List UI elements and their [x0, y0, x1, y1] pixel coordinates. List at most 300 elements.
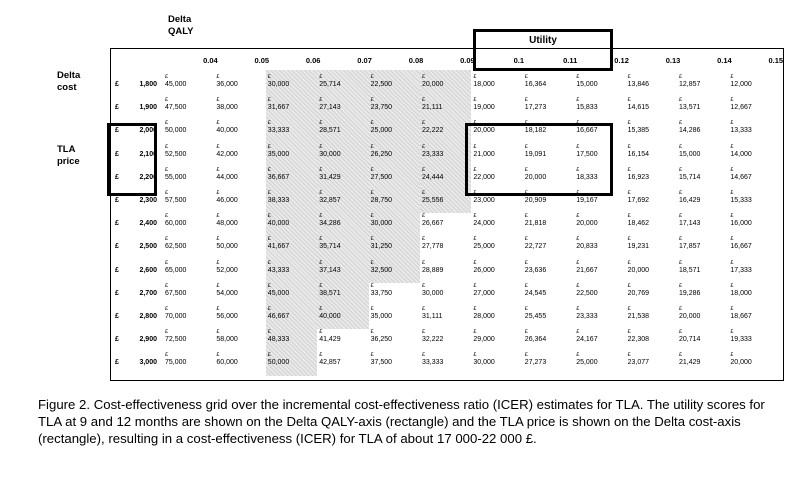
- icer-cell: [216, 260, 237, 275]
- cell-value: 26,000: [473, 266, 495, 274]
- cell-value: 24,167: [576, 336, 598, 344]
- row-currency: £: [115, 220, 119, 228]
- cell-currency: £: [524, 120, 528, 127]
- cell-value: 33,333: [422, 359, 444, 367]
- cell-value: 36,000: [216, 81, 238, 88]
- cell-value: 37,500: [370, 359, 393, 367]
- cell-currency: £: [370, 143, 374, 150]
- cell-value: 35,000: [370, 313, 393, 320]
- cell-value: 40,000: [216, 127, 238, 135]
- cell-value: 20,909: [524, 197, 547, 204]
- column-header: 0.15: [768, 56, 784, 65]
- cell-currency: £: [370, 166, 374, 173]
- icer-cell: [371, 120, 392, 135]
- cell-currency: £: [730, 259, 734, 266]
- cell-value: 16,154: [627, 150, 650, 158]
- cell-value: 47,500: [165, 104, 187, 112]
- cell-value: 31,667: [267, 104, 290, 112]
- cell-currency: £: [730, 352, 734, 359]
- cell-value: 25,000: [473, 243, 495, 251]
- cell-value: 31,111: [422, 313, 443, 320]
- cell-value: 13,333: [730, 127, 752, 135]
- cell-currency: £: [267, 166, 271, 173]
- cell-value: 13,846: [627, 81, 650, 88]
- cell-currency: £: [319, 306, 323, 312]
- cell-value: 40,000: [267, 220, 290, 228]
- cell-currency: £: [267, 329, 271, 336]
- cell-value: 30,000: [267, 81, 290, 88]
- delta-qaly-label: [168, 14, 194, 38]
- row-cost: 2,000: [139, 127, 157, 135]
- icer-cell: [576, 306, 597, 321]
- icer-cell: [525, 329, 546, 344]
- cell-currency: £: [576, 213, 580, 220]
- icer-cell: [628, 74, 649, 89]
- cell-value: 38,571: [319, 289, 341, 297]
- cell-value: 30,000: [319, 150, 341, 158]
- cell-currency: £: [267, 120, 271, 127]
- cell-value: 31,429: [319, 173, 341, 181]
- icer-cell: [165, 167, 186, 182]
- cell-currency: £: [216, 190, 220, 196]
- row-cost: 2,200: [139, 173, 157, 181]
- cell-currency: £: [422, 259, 426, 266]
- cell-value: 17,143: [679, 220, 701, 228]
- cell-currency: £: [370, 282, 374, 289]
- icer-cell: [371, 213, 392, 228]
- cell-value: 18,182: [524, 127, 547, 135]
- cell-value: 21,667: [576, 266, 598, 274]
- cell-value: 42,000: [216, 150, 238, 158]
- cell-currency: £: [730, 143, 734, 150]
- cell-currency: £: [165, 282, 169, 289]
- cell-value: 23,750: [370, 104, 393, 112]
- cell-currency: £: [216, 166, 220, 173]
- icer-cell: [216, 190, 237, 205]
- icer-cell: [730, 352, 751, 367]
- cell-currency: £: [679, 306, 683, 312]
- icer-cell: [473, 236, 494, 251]
- icer-cell: [628, 329, 649, 344]
- cell-value: 28,571: [319, 127, 341, 135]
- cell-value: 72,500: [165, 336, 187, 344]
- cell-value: 21,111: [422, 104, 443, 112]
- icer-cell: [730, 120, 751, 135]
- icer-cell: [473, 97, 494, 112]
- icer-cell: [216, 352, 237, 367]
- cell-value: 36,250: [370, 336, 393, 344]
- cell-value: 58,000: [216, 336, 238, 344]
- cell-currency: £: [267, 190, 271, 196]
- icer-cell: [422, 352, 443, 367]
- cell-currency: £: [730, 166, 734, 173]
- icer-cell: [525, 306, 546, 321]
- cell-currency: £: [524, 329, 528, 336]
- icer-cell: [319, 306, 340, 321]
- cell-currency: £: [524, 259, 528, 266]
- cell-value: 21,818: [524, 220, 547, 228]
- cell-currency: £: [627, 213, 631, 220]
- icer-cell: [422, 120, 443, 135]
- row-cost: 2,600: [139, 266, 157, 274]
- cell-value: 24,000: [473, 220, 495, 228]
- cell-currency: £: [165, 120, 169, 127]
- cell-currency: £: [576, 236, 580, 243]
- cell-value: 16,667: [730, 243, 752, 251]
- icer-cell: [422, 144, 443, 159]
- row-cost: 2,300: [139, 197, 157, 204]
- icer-cell: [730, 190, 751, 205]
- cell-value: 75,000: [165, 359, 187, 367]
- cell-currency: £: [730, 97, 734, 104]
- row-cost: 1,800: [139, 81, 157, 88]
- cell-value: 16,429: [679, 197, 701, 204]
- icer-cell: [268, 306, 289, 321]
- cell-currency: £: [524, 236, 528, 243]
- figure-caption: Figure 2. Cost-effectiveness grid over the incremental cost-effectiveness ratio (ICER) estimates for TLA. The utility scores for TLA at 9 and 12 months are shown on the Delta QALY-axis (rectangle) and the TLA price is shown on the Delta cost-axis (rectangle), resulting in a cost-effectiveness (ICER) for TLA of about 17 000-22 000 £.: [38, 397, 765, 446]
- cell-currency: £: [473, 306, 477, 312]
- cell-value: 23,333: [422, 150, 444, 158]
- icer-cell: [473, 260, 494, 275]
- icer-cell: [216, 306, 237, 321]
- icer-cell: [679, 120, 700, 135]
- icer-cell: [319, 352, 340, 367]
- icer-cell: [268, 260, 289, 275]
- icer-cell: [216, 120, 237, 135]
- icer-cell: [165, 236, 186, 251]
- cell-currency: £: [627, 282, 631, 289]
- column-header: 0.05: [254, 56, 270, 65]
- cell-value: 30,000: [370, 220, 393, 228]
- icer-cell: [576, 260, 597, 275]
- cell-currency: £: [319, 97, 323, 104]
- icer-cell: [576, 283, 597, 298]
- row-currency: £: [115, 313, 119, 320]
- cell-currency: £: [679, 259, 683, 266]
- cell-currency: £: [679, 97, 683, 104]
- cell-value: 43,333: [267, 266, 290, 274]
- cell-currency: £: [576, 166, 580, 173]
- icer-cell: [165, 352, 186, 367]
- cell-value: 55,000: [165, 173, 187, 181]
- column-header: 0.11: [563, 56, 578, 65]
- cell-currency: £: [473, 352, 477, 359]
- cell-value: 15,714: [679, 173, 701, 181]
- column-header: 0.1: [513, 56, 525, 65]
- icer-cell: [628, 283, 649, 298]
- cell-currency: £: [627, 166, 631, 173]
- cell-value: 26,250: [370, 150, 393, 158]
- cell-currency: £: [370, 259, 374, 266]
- icer-cell: [165, 329, 186, 344]
- cell-currency: £: [165, 236, 169, 243]
- icer-cell: [165, 260, 186, 275]
- icer-cell: [473, 306, 494, 321]
- icer-cell: [525, 352, 546, 367]
- utility-rectangle: [473, 29, 613, 71]
- cell-currency: £: [422, 97, 426, 104]
- icer-cell: [268, 190, 289, 205]
- icer-cell: [216, 97, 237, 112]
- icer-cell: [679, 236, 700, 251]
- cell-currency: £: [319, 143, 323, 150]
- icer-cell: [319, 236, 340, 251]
- cell-value: 20,000: [679, 313, 701, 320]
- cell-currency: £: [473, 213, 477, 220]
- cell-value: 41,667: [267, 243, 290, 251]
- icer-cell: [319, 144, 340, 159]
- cell-value: 22,222: [422, 127, 444, 135]
- cell-value: 34,286: [319, 220, 341, 228]
- cell-currency: £: [524, 352, 528, 359]
- cell-value: 38,000: [216, 104, 238, 112]
- cell-value: 15,000: [679, 150, 701, 158]
- cell-currency: £: [165, 352, 169, 359]
- cell-currency: £: [679, 282, 683, 289]
- cell-currency: £: [730, 282, 734, 289]
- cell-value: 50,000: [216, 243, 238, 251]
- icer-cell: [371, 144, 392, 159]
- row-cost: 2,700: [139, 289, 157, 297]
- cell-currency: £: [370, 236, 374, 243]
- icer-cell: [165, 97, 186, 112]
- icer-cell: [319, 329, 340, 344]
- cell-currency: £: [473, 259, 477, 266]
- cell-currency: £: [319, 352, 323, 359]
- cell-value: 54,000: [216, 289, 238, 297]
- cell-currency: £: [267, 236, 271, 243]
- row-cost: 2,500: [139, 243, 157, 251]
- cell-value: 32,500: [370, 266, 393, 274]
- icer-cell: [422, 190, 443, 205]
- cell-value: 14,615: [627, 104, 650, 112]
- icer-cell: [628, 213, 649, 228]
- cell-value: 25,000: [370, 127, 393, 135]
- cell-value: 20,000: [627, 266, 650, 274]
- cell-currency: £: [165, 143, 169, 150]
- icer-cell: [319, 74, 340, 89]
- icer-cell: [268, 144, 289, 159]
- cell-currency: £: [524, 213, 528, 220]
- cell-currency: £: [165, 306, 169, 312]
- cell-currency: £: [627, 329, 631, 336]
- icer-cell: [628, 306, 649, 321]
- cell-value: 17,500: [576, 150, 598, 158]
- cell-currency: £: [473, 166, 477, 173]
- cell-currency: £: [576, 74, 580, 80]
- cell-currency: £: [576, 259, 580, 266]
- icer-cell: [525, 260, 546, 275]
- cell-currency: £: [473, 74, 477, 80]
- cell-value: 48,000: [216, 220, 238, 228]
- cell-value: 26,667: [422, 220, 444, 228]
- icer-cell: [268, 352, 289, 367]
- cell-value: 20,000: [473, 127, 495, 135]
- tla-price-label: [57, 144, 80, 168]
- cell-value: 60,000: [216, 359, 238, 367]
- cell-currency: £: [422, 190, 426, 196]
- cell-value: 16,667: [576, 127, 598, 135]
- cell-currency: £: [627, 143, 631, 150]
- cell-currency: £: [524, 143, 528, 150]
- cell-value: 12,857: [679, 81, 701, 88]
- cell-value: 20,000: [730, 359, 752, 367]
- cell-value: 14,286: [679, 127, 701, 135]
- row-cost: 1,900: [139, 104, 157, 112]
- cell-currency: £: [319, 282, 323, 289]
- cell-value: 31,250: [370, 243, 393, 251]
- column-header: 0.08: [408, 56, 424, 65]
- icer-cell: [473, 213, 494, 228]
- icer-cell: [730, 283, 751, 298]
- icer-cell: [422, 306, 442, 321]
- cell-currency: £: [679, 143, 683, 150]
- cell-currency: £: [370, 213, 374, 220]
- icer-cell: [628, 167, 649, 182]
- icer-cell: [525, 283, 546, 298]
- cell-value: 23,000: [473, 197, 495, 204]
- icer-cell: [679, 352, 700, 367]
- cell-value: 15,333: [730, 197, 752, 204]
- cell-value: 22,000: [473, 173, 495, 181]
- cell-value: 27,500: [370, 173, 393, 181]
- icer-cell: [165, 283, 186, 298]
- icer-cell: [628, 260, 649, 275]
- cell-currency: £: [370, 329, 374, 336]
- icer-cell: [679, 144, 700, 159]
- icer-cell: [473, 283, 494, 298]
- cell-currency: £: [627, 120, 631, 127]
- icer-cell: [165, 74, 186, 89]
- cell-value: 57,500: [165, 197, 187, 204]
- icer-cell: [268, 329, 289, 344]
- icer-cell: [576, 74, 597, 89]
- row-cost: 3,000: [139, 359, 157, 367]
- cell-value: 18,667: [730, 313, 752, 320]
- cell-currency: £: [473, 143, 477, 150]
- cell-value: 20,000: [524, 173, 547, 181]
- cell-value: 25,714: [319, 81, 341, 88]
- cell-currency: £: [216, 236, 220, 243]
- delta-qaly-label-line2: QALY: [168, 26, 194, 37]
- icer-cell: [679, 74, 700, 89]
- cell-value: 27,143: [319, 104, 341, 112]
- row-currency: £: [115, 127, 119, 135]
- cell-value: 28,889: [422, 266, 444, 274]
- row-currency: £: [115, 289, 119, 297]
- cell-value: 22,500: [370, 81, 393, 88]
- cell-currency: £: [370, 190, 374, 196]
- cell-value: 22,500: [576, 289, 598, 297]
- cell-currency: £: [165, 329, 169, 336]
- icer-cell: [165, 144, 186, 159]
- cell-currency: £: [679, 236, 683, 243]
- cell-value: 22,308: [627, 336, 650, 344]
- row-currency: £: [115, 243, 119, 251]
- cell-value: 16,923: [627, 173, 650, 181]
- cell-value: 20,769: [627, 289, 650, 297]
- cell-currency: £: [679, 120, 683, 127]
- icer-cell: [628, 352, 649, 367]
- icer-cell: [679, 213, 700, 228]
- cell-currency: £: [422, 236, 426, 243]
- cell-currency: £: [679, 166, 683, 173]
- cell-currency: £: [473, 282, 477, 289]
- cell-value: 18,333: [576, 173, 598, 181]
- row-currency: £: [115, 173, 119, 181]
- icer-cell: [422, 167, 443, 182]
- cell-currency: £: [216, 143, 220, 150]
- row-currency: £: [115, 104, 119, 112]
- cell-currency: £: [576, 329, 580, 336]
- cell-currency: £: [370, 352, 374, 359]
- cell-currency: £: [370, 306, 374, 312]
- cell-value: 18,000: [730, 289, 752, 297]
- cell-value: 25,455: [524, 313, 547, 320]
- icer-cell: [319, 167, 340, 182]
- cell-value: 14,000: [730, 150, 752, 158]
- cell-currency: £: [730, 213, 734, 220]
- icer-cell: [628, 144, 649, 159]
- tla-price-rectangle: [107, 123, 157, 196]
- icer-cell: [679, 260, 700, 275]
- cell-value: 65,000: [165, 266, 187, 274]
- cell-value: 36,667: [267, 173, 290, 181]
- cell-currency: £: [165, 74, 169, 80]
- cell-value: 19,333: [730, 336, 752, 344]
- cell-currency: £: [576, 282, 580, 289]
- cell-value: 12,000: [730, 81, 752, 88]
- delta-cost-label-line1: Delta: [57, 70, 81, 81]
- icer-cell: [216, 236, 237, 251]
- cell-currency: £: [730, 236, 734, 243]
- icer-cell: [216, 213, 237, 228]
- cell-value: 56,000: [216, 313, 238, 320]
- icer-cell: [730, 97, 751, 112]
- icer-cell: [371, 260, 392, 275]
- row-currency: £: [115, 336, 119, 344]
- icer-cell: [525, 236, 546, 251]
- cell-value: 20,714: [679, 336, 701, 344]
- cell-value: 48,333: [267, 336, 290, 344]
- cell-value: 19,091: [524, 150, 547, 158]
- cell-currency: £: [473, 190, 477, 196]
- cell-currency: £: [576, 120, 580, 127]
- cell-value: 12,667: [730, 104, 752, 112]
- cell-currency: £: [216, 213, 220, 220]
- icer-cell: [525, 74, 546, 89]
- icer-cell: [371, 236, 392, 251]
- row-currency: £: [115, 81, 119, 88]
- cell-currency: £: [627, 190, 631, 196]
- cell-value: 30,000: [473, 359, 495, 367]
- cell-value: 16,000: [730, 220, 752, 228]
- column-header: 0.07: [357, 56, 372, 65]
- icer-cell: [319, 283, 340, 298]
- cell-currency: £: [319, 166, 323, 173]
- icer-cell: [679, 190, 700, 205]
- cell-currency: £: [730, 306, 734, 312]
- delta-qaly-label-line1: Delta: [168, 14, 192, 25]
- cell-value: 27,273: [524, 359, 547, 367]
- icer-cell: [319, 213, 340, 228]
- cell-currency: £: [267, 306, 271, 312]
- cell-value: 18,000: [473, 81, 495, 88]
- icer-cell: [473, 329, 494, 344]
- cell-value: 25,000: [576, 359, 598, 367]
- icer-cell: [628, 120, 649, 135]
- row-cost: 2,900: [139, 336, 157, 344]
